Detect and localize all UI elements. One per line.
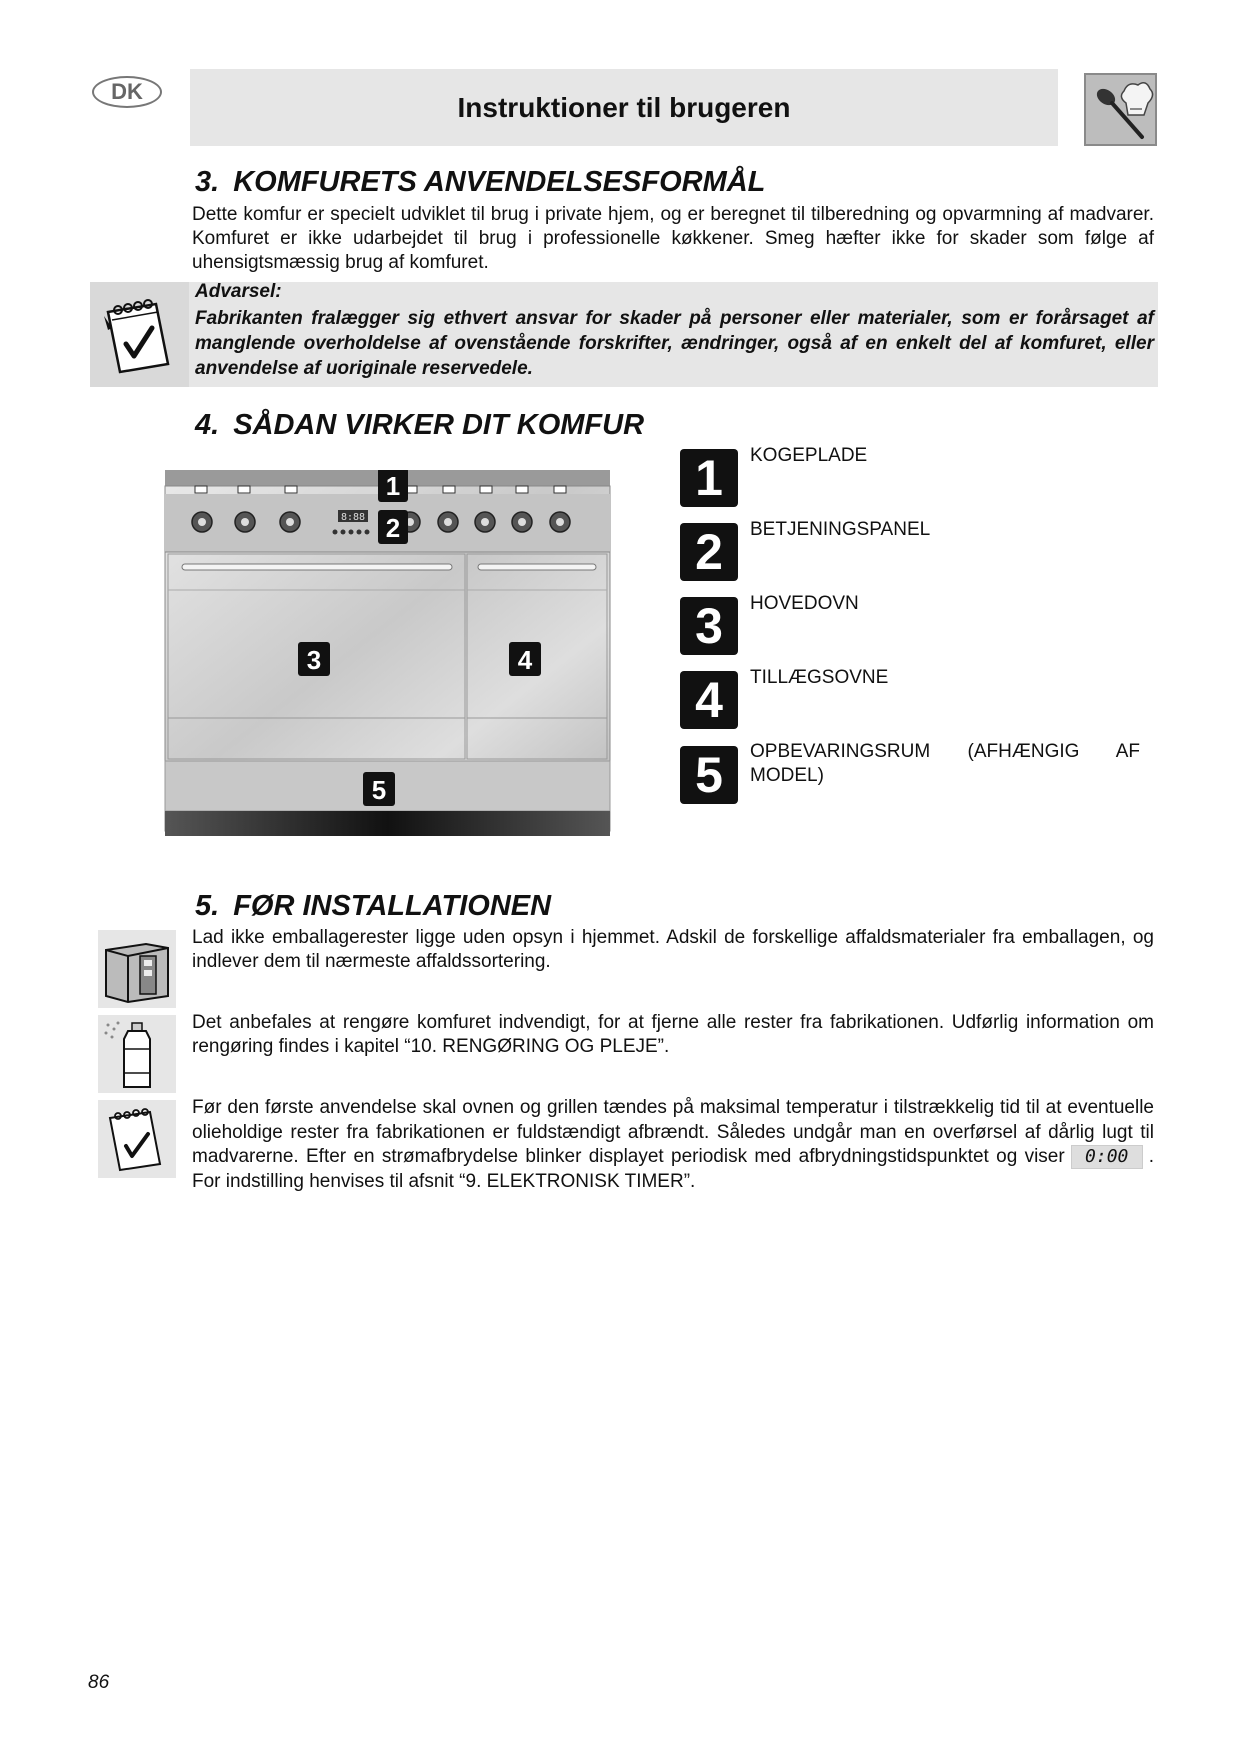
section-4-number: 4. bbox=[195, 409, 220, 441]
legend-badge-4: 4 bbox=[680, 671, 738, 729]
section-4-title: SÅDAN VIRKER DIT KOMFUR bbox=[233, 409, 645, 441]
cleaning-spray-icon-cell bbox=[98, 1015, 176, 1093]
legend-label-4: TILLÆGSOVNE bbox=[750, 667, 889, 688]
stove-marker-3: 3 bbox=[306, 645, 322, 675]
warning-title: Advarsel: bbox=[195, 281, 282, 302]
stove-marker-2: 2 bbox=[385, 513, 401, 543]
section-3-body: Dette komfur er specielt udviklet til brug i private hjem, og er beregnet til tilberedning og opvarmning af madvarer. Komfuret er ikke udarbejdet til brug i professionelle køkkener. Smeg hæfter ikke for skader som følge af uhensigtsmæssig brug af komfuret. bbox=[192, 204, 1154, 273]
chef-hat-spoon-icon bbox=[1084, 73, 1157, 146]
stove-marker-4: 4 bbox=[517, 645, 533, 675]
stove-marker-1: 1 bbox=[385, 471, 401, 501]
notepad-check-icon bbox=[90, 282, 189, 387]
section-5-paragraph-3 bbox=[192, 1096, 1154, 1194]
warning-text: Fabrikanten fralægger sig ethvert ansvar for skader på personer eller materialer, som er forårsaget af manglende overholdelse af ovenstående forskrifter, ændringer, også af en enkelt del af komfuret, eller anvendelse af uoriginale reservedele. bbox=[195, 308, 1154, 379]
stove-illustration bbox=[160, 470, 615, 840]
warning-icon-cell bbox=[90, 282, 189, 387]
notepad-check-icon bbox=[98, 1100, 176, 1178]
section-3-number: 3. bbox=[195, 166, 220, 198]
legend-badge-2: 2 bbox=[680, 523, 738, 581]
language-badge: DK bbox=[92, 76, 162, 108]
page-header bbox=[190, 69, 1058, 146]
legend-badge-3: 3 bbox=[680, 597, 738, 655]
stove-display-digits: 8:88 bbox=[340, 512, 366, 523]
notepad-icon-cell bbox=[98, 1100, 176, 1178]
section-5-title: FØR INSTALLATIONEN bbox=[233, 890, 552, 922]
legend-badge-1: 1 bbox=[680, 449, 738, 507]
page-number: 86 bbox=[88, 1672, 110, 1693]
packaging-icon-cell bbox=[98, 930, 176, 1008]
section-5-number: 5. bbox=[195, 890, 220, 922]
section-5-paragraph-2: Det anbefales at rengøre komfuret indvendigt, for at fjerne alle rester fra fabrikationen. Udførlig information om rengøring findes i kapitel “10. RENGØRING OG PLEJE”. bbox=[192, 1012, 1154, 1057]
packaging-box-icon bbox=[98, 930, 176, 1008]
timer-display-image: 0:00 bbox=[1071, 1145, 1143, 1169]
section-5-paragraph-1: Lad ikke emballagerester ligge uden opsyn i hjemmet. Adskil de forskellige affaldsmaterialer fra emballagen, og indlever dem til nærmeste affaldssortering. bbox=[192, 927, 1154, 972]
legend-label-1: KOGEPLADE bbox=[750, 445, 868, 466]
spray-can-icon bbox=[98, 1015, 176, 1093]
legend-label-2: BETJENINGSPANEL bbox=[750, 519, 931, 540]
section-5-heading bbox=[195, 890, 551, 923]
section-3-heading bbox=[195, 166, 765, 199]
legend-label-5: OPBEVARINGSRUM (AFHÆNGIG AF MODEL) bbox=[750, 741, 1140, 786]
section-4-heading bbox=[195, 409, 644, 442]
section-3-title: KOMFURETS ANVENDELSESFORMÅL bbox=[233, 166, 766, 198]
page-title: Instruktioner til brugeren bbox=[457, 91, 791, 123]
legend-badge-5: 5 bbox=[680, 746, 738, 804]
stove-marker-5: 5 bbox=[371, 775, 387, 805]
paragraph-3-text-before: Før den første anvendelse skal ovnen og grillen tændes på maksimal temperatur i tilstrækkelig tid til at eventuelle olieholdige rester fra fabrikationen er fuldstændigt afbrændt. Således undgår man en overførsel af dårlig lugt til madvarerne. Efter en strømafbrydelse blinker displayet periodisk med afbrydningstidspunktet og viser bbox=[192, 1097, 1154, 1168]
legend-label-3: HOVEDOVN bbox=[750, 593, 859, 614]
paragraph-3-text-after: . For indstilling henvises til afsnit “9. ELEKTRONISK TIMER”. bbox=[192, 1146, 1154, 1192]
